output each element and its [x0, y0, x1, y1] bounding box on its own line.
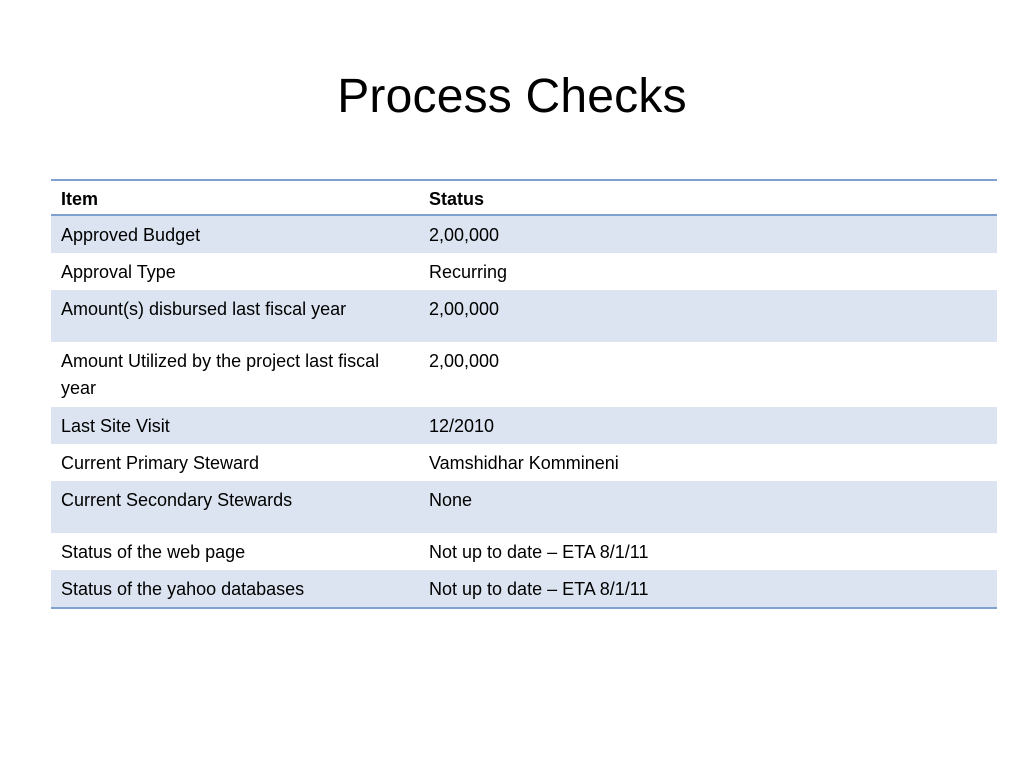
row-item-cell: Last Site Visit — [61, 416, 170, 436]
row-status-cell: 12/2010 — [429, 416, 495, 436]
row-status-cell: 2,00,000 — [429, 299, 500, 319]
row-status-cell: 2,00,000 — [429, 351, 500, 371]
row-status-cell: 2,00,000 — [429, 225, 500, 245]
row-item-cell: Status of the web page — [61, 542, 246, 562]
slide-title: Process Checks — [337, 70, 687, 123]
table-row — [51, 444, 997, 481]
process-checks-table — [51, 179, 997, 609]
header-status: Status — [429, 189, 485, 209]
row-status-cell: Not up to date – ETA 8/1/11 — [429, 579, 649, 599]
row-status-cell: Not up to date – ETA 8/1/11 — [429, 542, 649, 562]
table-header-row — [51, 181, 997, 216]
table-row — [51, 407, 997, 444]
table-row — [51, 342, 997, 407]
row-item-cell: Approved Budget — [61, 225, 201, 245]
row-item-cell: Current Secondary Stewards — [61, 490, 293, 510]
table-row — [51, 290, 997, 342]
table-row — [51, 216, 997, 253]
row-item-cell: Current Primary Steward — [61, 453, 260, 473]
row-status-cell: None — [429, 490, 473, 510]
row-status-cell: Vamshidhar Kommineni — [429, 453, 619, 473]
row-item-cell: Approval Type — [61, 262, 176, 282]
table-row — [51, 253, 997, 290]
row-item-cell: Amount Utilized by the project last fiscal year — [61, 351, 380, 398]
header-item: Item — [61, 189, 99, 209]
row-item-cell: Amount(s) disbursed last fiscal year — [61, 299, 347, 319]
table-row — [51, 533, 997, 570]
table-row — [51, 570, 997, 607]
row-item-cell: Status of the yahoo databases — [61, 579, 305, 599]
table-row — [51, 481, 997, 533]
row-status-cell: Recurring — [429, 262, 508, 282]
